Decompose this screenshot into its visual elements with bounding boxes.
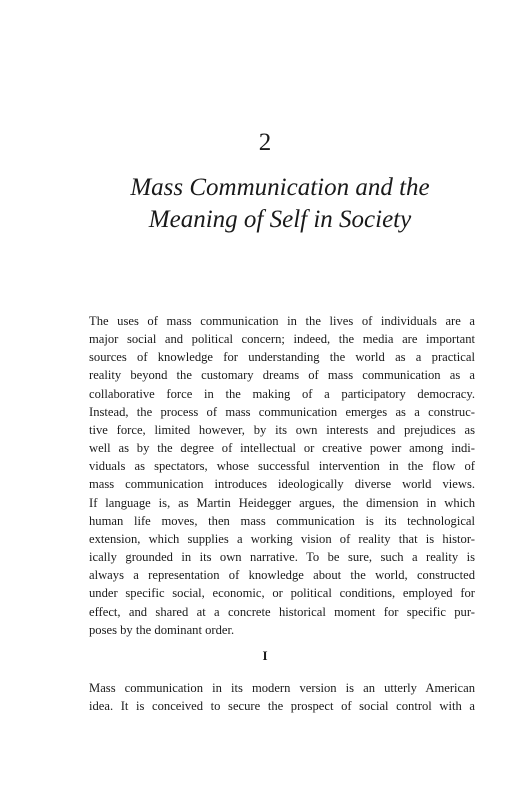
section-paragraph bbox=[89, 679, 475, 715]
section-heading: I bbox=[262, 648, 268, 663]
paragraph-line: collaborative force in the making of a participatory democracy. bbox=[89, 386, 475, 401]
paragraph-line: always a representation of knowledge about the world, constructed bbox=[89, 568, 475, 583]
paragraph-line: The uses of mass communication in the lives of individuals are a bbox=[89, 314, 475, 328]
chapter-title-line-1: Mass Communication and the bbox=[130, 174, 430, 201]
paragraph-line: tive force, limited however, by its own interests and prejudices as bbox=[89, 422, 475, 437]
paragraph-line: reality beyond the customary dreams of mass communication as a bbox=[89, 368, 475, 383]
paragraph-line: well as by the degree of intellectual or creative power among indi- bbox=[89, 441, 475, 456]
chapter-number: 2 bbox=[258, 129, 272, 156]
chapter-title bbox=[60, 172, 500, 236]
paragraph-line: major social and political concern; indeed, the media are important bbox=[89, 332, 475, 347]
chapter-title-line-2: Meaning of Self in Society bbox=[148, 206, 412, 233]
paragraph-line: Instead, the process of mass communication emerges as a construc- bbox=[89, 404, 475, 419]
paragraph-line: viduals as spectators, whose successful intervention in the flow of bbox=[89, 459, 475, 474]
paragraph-line: effect, and shared at a concrete historical moment for specific pur- bbox=[89, 604, 475, 619]
opening-paragraph bbox=[89, 312, 475, 639]
paragraph-line: sources of knowledge for understanding the world as a practical bbox=[89, 350, 475, 365]
paragraph-line: human life moves, then mass communication is its technological bbox=[89, 513, 475, 528]
paragraph-line: extension, which supplies a working vision of reality that is histor- bbox=[89, 531, 475, 546]
paragraph-line: under specific social, economic, or political conditions, employed for bbox=[89, 586, 475, 601]
paragraph-line: idea. It is conceived to secure the prospect of social control with a bbox=[89, 699, 475, 714]
paragraph-line: poses by the dominant order. bbox=[89, 622, 235, 637]
paragraph-line: Mass communication in its modern version is an utterly American bbox=[89, 681, 475, 695]
paragraph-line: If language is, as Martin Heidegger argues, the dimension in which bbox=[89, 495, 475, 510]
paragraph-line: mass communication introduces ideologically diverse world views. bbox=[89, 477, 475, 492]
paragraph-line: ically grounded in its own narrative. To be sure, such a reality is bbox=[89, 550, 475, 565]
